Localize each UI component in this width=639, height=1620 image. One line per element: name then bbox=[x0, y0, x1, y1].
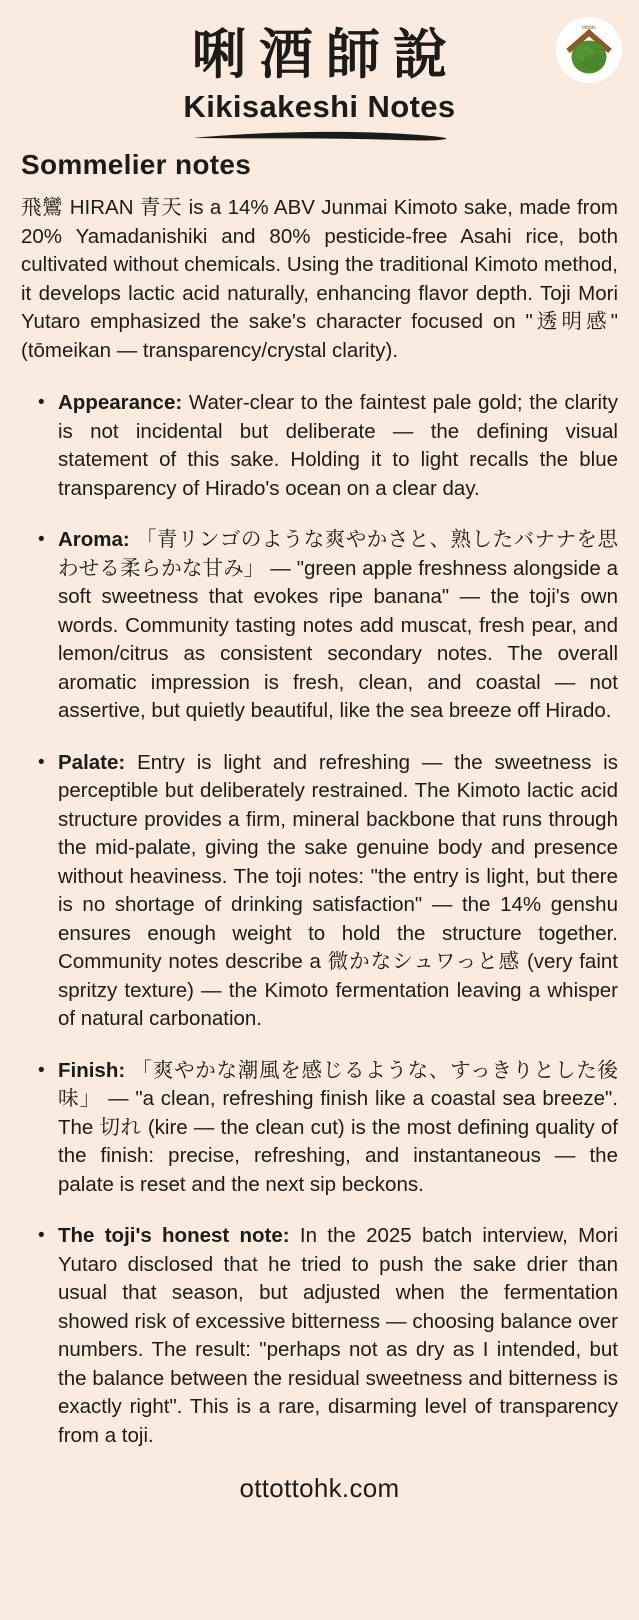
note-label: The toji's honest note: bbox=[58, 1224, 290, 1248]
list-item bbox=[58, 1057, 618, 1200]
note-label: Palate: bbox=[58, 750, 126, 774]
brush-underline-icon bbox=[191, 128, 449, 145]
list-item bbox=[58, 389, 618, 503]
logo-tiny-text: ottotto bbox=[582, 25, 596, 31]
note-label: Aroma: bbox=[58, 528, 130, 552]
section-heading: Sommelier notes bbox=[21, 149, 252, 181]
footer bbox=[21, 1473, 618, 1504]
note-label: Finish: bbox=[58, 1058, 126, 1082]
notes-list bbox=[21, 389, 618, 1450]
main-content bbox=[0, 149, 639, 1504]
brand-logo bbox=[555, 16, 623, 84]
website-text: ottottohk.com bbox=[239, 1473, 400, 1504]
header bbox=[0, 0, 639, 145]
note-text: 「爽やかな潮風を感じるような、すっきりとした後味」 — "a clean, refreshing finish like a coastal sea breeze". The 切れ (kire — the clean cut) is the most defining quality of the finish: precise, refreshing, and instantaneous — the palate is reset and the next sip beckons. bbox=[58, 1058, 618, 1196]
note-text: In the 2025 batch interview, Mori Yutaro disclosed that he tried to push the sake drier than usual that season, but adjusted when the fermentation showed risk of excessive bitterness — choosing balance over numbers. The result: "perhaps not as dry as I intended, but the balance between the residual sweetness and bitterness is exactly right". This is a rare, disarming level of transparency from a toji. bbox=[58, 1224, 619, 1447]
title-cjk: 唎酒師說 bbox=[192, 25, 460, 85]
list-item bbox=[58, 749, 618, 1034]
subtitle: Kikisakeshi Notes bbox=[183, 89, 456, 125]
note-label: Appearance: bbox=[58, 391, 183, 415]
intro-paragraph: 飛鸞 HIRAN 青天 is a 14% ABV Junmai Kimoto sake, made from 20% Yamadanishiki and 80% pesticide-free Asahi rice, both cultivated without chemicals. Using the traditional Kimoto method, it develops lactic acid naturally, enhancing flavor depth. Toji Mori Yutaro emphasized the sake's character focused on "透明感" (tōmeikan — transparency/crystal clarity). bbox=[21, 196, 618, 362]
note-text: Entry is light and refreshing — the sweetness is perceptible but deliberately restrained. The Kimoto lactic acid structure provides a firm, mineral backbone that runs through the mid-palate, giving the sake genuine body and presence without heaviness. The toji notes: "the entry is light, but there is no shortage of drinking satisfaction" — the 14% genshu ensures enough weight to hold the structure together. Community notes describe a 微かなシュワっと感 (very faint spritzy texture) — the Kimoto fermentation leaving a whisper of natural carbonation. bbox=[58, 750, 618, 1031]
note-text: Water-clear to the faintest pale gold; the clarity is not incidental but deliberate — the defining visual statement of this sake. Holding it to light recalls the blue transparency of Hirado's ocean on a clear day. bbox=[58, 391, 618, 500]
list-item bbox=[58, 526, 618, 726]
note-text: 「青リンゴのような爽やかさと、熟したバナナを思わせる柔らかな甘み」 — "green apple freshness alongside a soft sweetness that evokes ripe banana" — the toji's own words. Community tasting notes add muscat, fresh pear, and lemon/citrus as consistent secondary notes. The overall aromatic impression is fresh, clean, and coastal — not assertive, but quietly beautiful, like the sea breeze off Hirado. bbox=[58, 528, 618, 723]
list-item bbox=[58, 1222, 618, 1450]
ottotto-logo-icon bbox=[555, 16, 623, 84]
